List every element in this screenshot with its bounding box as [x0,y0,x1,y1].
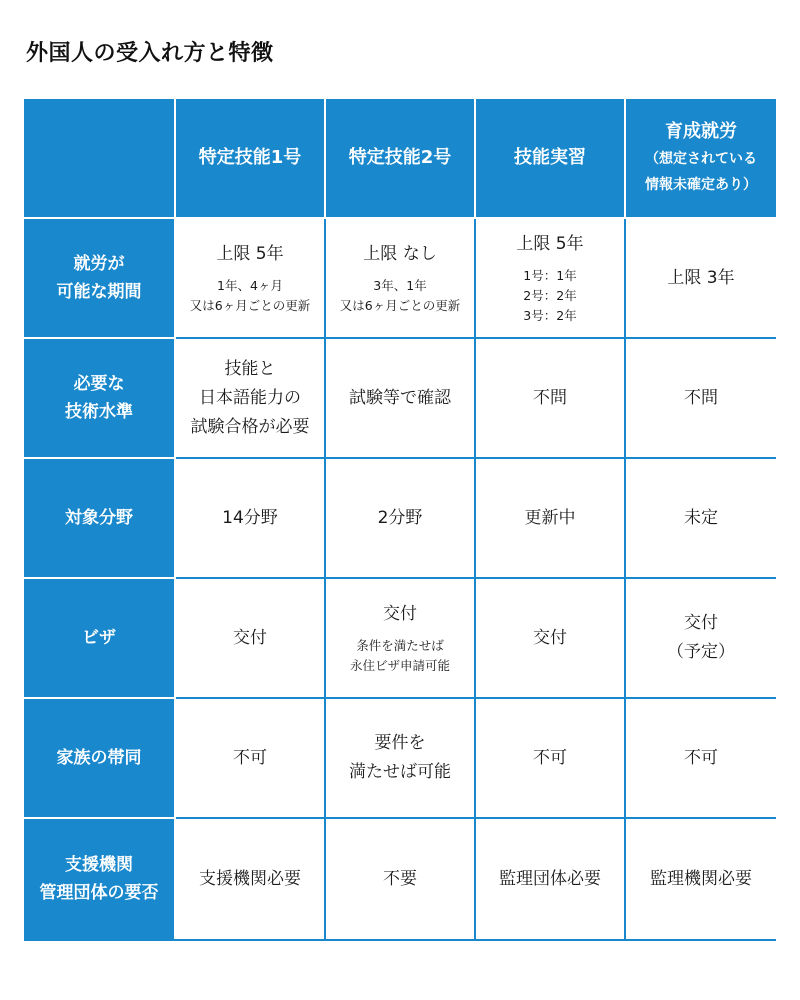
table-cell [326,699,476,819]
cell-text-line: 要件を [374,733,426,753]
cell-note: 条件を満たせば [356,638,444,653]
row-header-label: 対象分野 [65,508,133,528]
cell-text-line: 技能と [224,358,276,379]
row-header-label: ビザ [82,628,116,648]
table-cell [626,459,776,579]
table-cell [326,579,476,699]
cell-text-line: 2分野 [377,507,423,528]
cell-main-text: 上限 5年 [216,244,284,264]
cell-note: 又は6ヶ月ごとの更新 [339,298,461,313]
table-cell [476,579,626,699]
cell-text-line: （予定） [667,642,735,662]
table-cell [176,339,326,459]
table-cell [326,819,476,939]
cell-text-line: 監理機関必要 [650,868,752,889]
row-header-label: 就労が [73,254,125,274]
cell-text-line: 不可 [233,747,267,768]
table-cell [476,219,626,339]
row-header-family [24,699,176,819]
table-cell [476,459,626,579]
row-header-target-fields [24,459,176,579]
cell-note: 3号：2年 [523,308,577,323]
row-header-work-period [24,219,176,339]
comparison-table [24,99,776,941]
column-header-label: 技能実習 [514,147,586,168]
table-cell [626,579,776,699]
cell-text-line: 不問 [533,387,567,408]
cell-text-line: 未定 [684,507,718,528]
cell-main-text: 上限 3年 [667,268,735,288]
cell-note: 又は6ヶ月ごとの更新 [189,298,311,313]
cell-text-line: 監理団体必要 [499,868,601,889]
column-header-tokutei-1 [176,99,326,219]
table-cell [476,699,626,819]
cell-text-line: 14分野 [222,507,278,528]
cell-note: 1年、4ヶ月 [217,278,283,293]
table-cell [476,819,626,939]
cell-text-line: 不要 [383,868,417,889]
cell-note: 1号：1年 [523,268,577,283]
row-header-visa [24,579,176,699]
cell-text-line: 更新中 [524,507,576,528]
column-header-label: 特定技能2号 [348,147,452,168]
table-cell [176,699,326,819]
cell-text-line: 日本語能力の [199,387,301,408]
table-cell [176,579,326,699]
row-header-label: 可能な期間 [56,282,142,302]
row-header-label: 必要な [73,374,125,394]
column-header-ginou-jisshu [476,99,626,219]
cell-text-line: 交付 [684,613,718,633]
cell-note: 2号：2年 [523,288,577,303]
cell-text-line: 交付 [233,627,267,648]
page-title: 外国人の受入れ方と特徴 [26,41,274,66]
cell-text-line: 交付 [533,627,567,648]
cell-main-text: 上限 なし [363,244,437,264]
row-header-support-org [24,819,176,939]
cell-main-text: 上限 5年 [516,234,584,254]
cell-text-line: 試験等で確認 [349,387,451,408]
cell-text-line: 不問 [684,387,718,408]
row-header-label: 支援機関 [65,855,133,875]
column-header-ikusei-shuro [626,99,776,219]
table-cell [176,219,326,339]
column-header-label: 特定技能1号 [198,147,302,168]
table-cell [626,699,776,819]
table-cell [326,219,476,339]
column-header-note: （想定されている [645,151,757,167]
row-header-skill-level [24,339,176,459]
table-cell [176,819,326,939]
table-corner-cell [24,99,176,219]
cell-text-line: 試験合格が必要 [190,416,310,437]
table-cell [476,339,626,459]
table-cell [326,459,476,579]
cell-text-line: 満たせば可能 [349,762,451,782]
column-header-label: 育成就労 [665,121,737,142]
cell-main-text: 交付 [383,604,417,624]
cell-note: 3年、1年 [373,278,427,293]
cell-text-line: 支援機関必要 [199,868,301,889]
row-header-label: 管理団体の要否 [39,883,159,903]
comparison-grid [24,99,776,941]
table-cell [326,339,476,459]
cell-text-line: 不可 [684,747,718,768]
cell-note: 永住ビザ申請可能 [349,658,450,673]
table-cell [626,219,776,339]
cell-text-line: 不可 [533,747,567,768]
column-header-tokutei-2 [326,99,476,219]
table-cell [626,339,776,459]
table-cell [626,819,776,939]
row-header-label: 家族の帯同 [56,748,142,768]
column-header-note: 情報未確定あり） [645,177,757,193]
table-cell [176,459,326,579]
row-header-label: 技術水準 [65,402,133,422]
